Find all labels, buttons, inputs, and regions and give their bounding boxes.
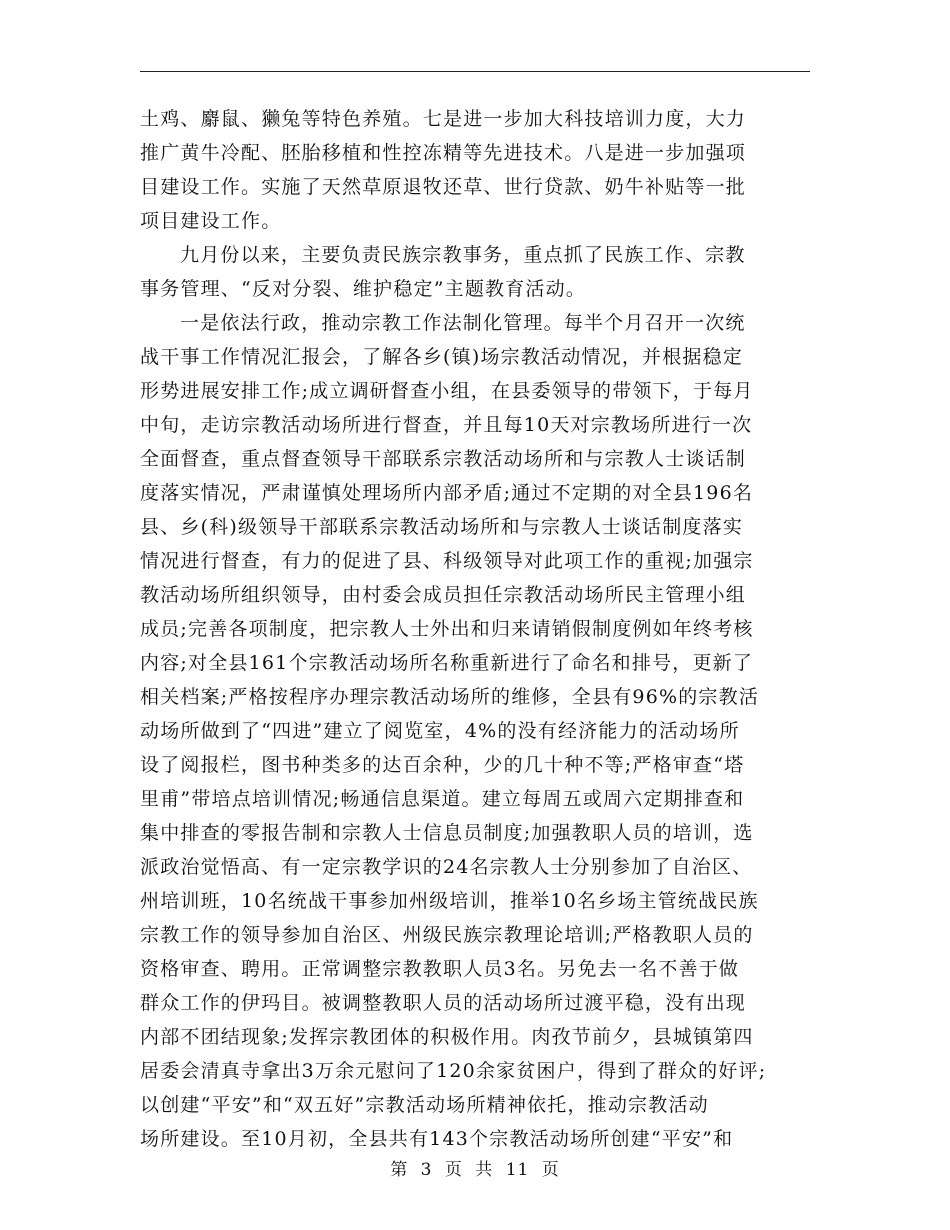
text-line: 目建设工作。实施了天然草原退牧还草、世行贷款、奶牛补贴等一批 (140, 176, 747, 198)
paragraph-2 (140, 238, 810, 306)
text-line: 内容;对全县161个宗教活动场所名称重新进行了命名和排号，更新了 (140, 652, 754, 674)
text-line: 场所建设。至10月初，全县共有143个宗教活动场所创建“平安”和 (140, 1128, 734, 1150)
header-rule (140, 71, 810, 72)
text-line: 土鸡、麝鼠、獭兔等特色养殖。七是进一步加大科技培训力度，大力 (140, 108, 747, 130)
text-line: 县、乡(科)级领导干部联系宗教活动场所和与宗教人士谈话制度落实 (140, 516, 744, 538)
footer-label-gong: 共 (475, 1160, 494, 1180)
footer-label-ye: 页 (541, 1160, 560, 1180)
text-line: 成员;完善各项制度，把宗教人士外出和归来请销假制度例如年终考核 (140, 618, 754, 640)
text-line: 推广黄牛冷配、胚胎移植和性控冻精等先进技术。八是进一步加强项 (140, 142, 747, 164)
current-page-number: 3 (420, 1160, 433, 1180)
text-line: 里甫”带培点培训情况;畅通信息渠道。建立每周五或周六定期排查和 (140, 788, 745, 810)
text-line: 一是依法行政，推动宗教工作法制化管理。每半个月召开一次统 (180, 312, 746, 334)
text-line: 情况进行督查，有力的促进了县、科级领导对此项工作的重视;加强宗 (140, 550, 754, 572)
text-line: 相关档案;严格按程序办理宗教活动场所的维修，全县有96%的宗教活 (140, 686, 760, 708)
text-line: 九月份以来，主要负责民族宗教事务，重点抓了民族工作、宗教 (180, 244, 746, 266)
text-line: 动场所做到了“四进”建立了阅览室，4%的没有经济能力的活动场所 (140, 720, 740, 742)
text-line: 战干事工作情况汇报会，了解各乡(镇)场宗教活动情况，并根据稳定 (140, 346, 744, 368)
footer-label-di: 第 (390, 1160, 409, 1180)
page-footer (0, 1155, 950, 1180)
text-line: 内部不团结现象;发挥宗教团体的积极作用。肉孜节前夕，县城镇第四 (140, 1026, 754, 1048)
text-line: 资格审查、聘用。正常调整宗教教职人员3名。另免去一名不善于做 (140, 958, 740, 980)
text-line: 设了阅报栏，图书种类多的达百余种，少的几十种不等;严格审查“塔 (140, 754, 745, 776)
paragraph-3 (140, 306, 810, 1156)
paragraph-1 (140, 102, 810, 238)
text-line: 全面督查，重点督查领导干部联系宗教活动场所和与宗教人士谈话制 (140, 448, 747, 470)
text-line: 居委会清真寺拿出3万余元慰问了120余家贫困户，得到了群众的好评; (140, 1060, 767, 1082)
text-line: 宗教工作的领导参加自治区、州级民族宗教理论培训;严格教职人员的 (140, 924, 754, 946)
text-line: 事务管理、“反对分裂、维护稳定”主题教育活动。 (140, 278, 587, 300)
text-line: 教活动场所组织领导，由村委会成员担任宗教活动场所民主管理小组 (140, 584, 747, 606)
text-line: 州培训班，10名统战干事参加州级培训，推举10名乡场主管统战民族 (140, 890, 759, 912)
text-line: 中旬，走访宗教活动场所进行督查，并且每10天对宗教场所进行一次 (140, 414, 753, 436)
text-line: 形势进展安排工作;成立调研督查小组，在县委领导的带领下，于每月 (140, 380, 754, 402)
footer-label-ye: 页 (444, 1160, 463, 1180)
text-line: 度落实情况，严肃谨慎处理场所内部矛盾;通过不定期的对全县196名 (140, 482, 754, 504)
body-text (140, 102, 810, 1156)
text-line: 以创建“平安”和“双五好”宗教活动场所精神依托，推动宗教活动 (140, 1094, 709, 1116)
text-line: 项目建设工作。 (140, 210, 282, 232)
text-line: 派政治觉悟高、有一定宗教学识的24名宗教人士分别参加了自治区、 (140, 856, 753, 878)
total-page-number: 11 (505, 1160, 530, 1180)
text-line: 群众工作的伊玛目。被调整教职人员的活动场所过渡平稳，没有出现 (140, 992, 747, 1014)
text-line: 集中排查的零报告制和宗教人士信息员制度;加强教职人员的培训，选 (140, 822, 754, 844)
